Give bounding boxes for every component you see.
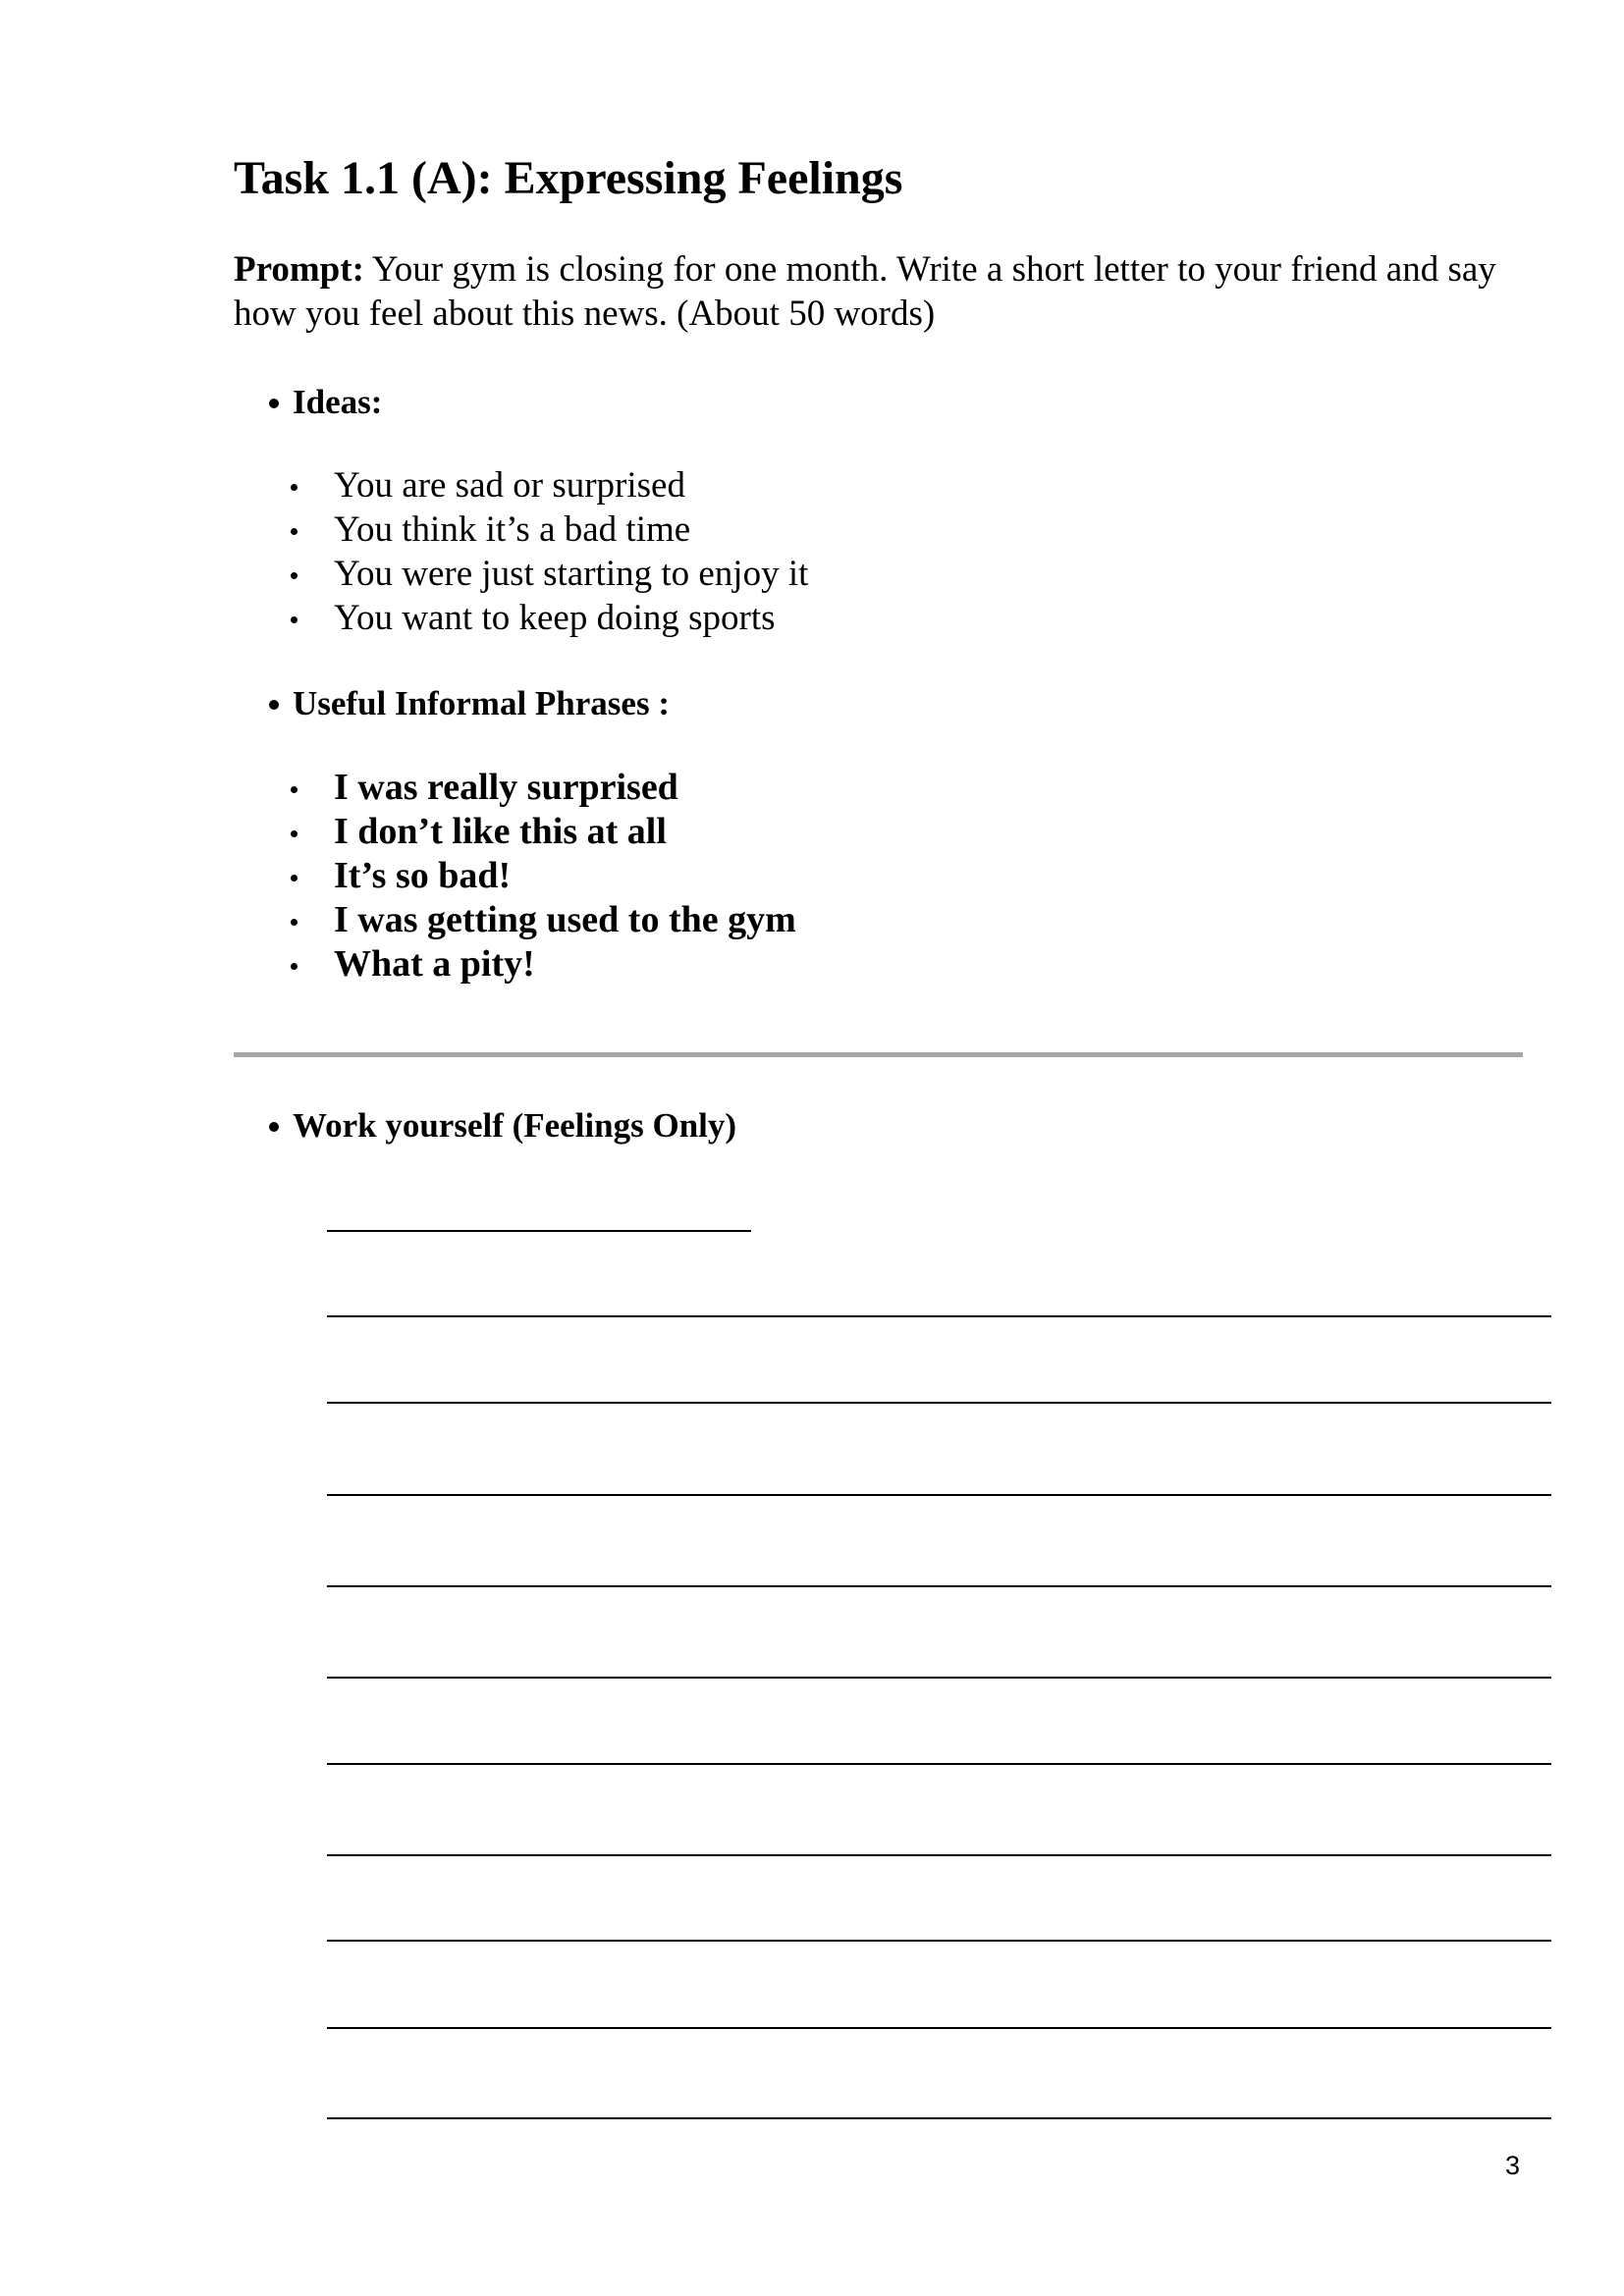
phrases-list	[334, 766, 796, 987]
writing-line	[327, 2027, 1551, 2029]
writing-line-greeting	[327, 1230, 751, 1232]
idea-item: You think it’s a bad time	[334, 507, 808, 552]
prompt-label: Prompt:	[234, 249, 364, 290]
prompt-paragraph	[234, 247, 1530, 336]
writing-line	[327, 1677, 1551, 1679]
page-number: 3	[1505, 2151, 1521, 2180]
writing-line	[327, 1763, 1551, 1765]
writing-line	[327, 1585, 1551, 1587]
writing-line	[327, 2117, 1551, 2119]
writing-line	[327, 1494, 1551, 1496]
phrase-item: I was getting used to the gym	[334, 899, 796, 940]
writing-line	[327, 1854, 1551, 1856]
writing-line	[327, 1315, 1551, 1317]
idea-item: You are sad or surprised	[334, 463, 808, 507]
phrases-heading: Useful Informal Phrases :	[293, 682, 670, 725]
idea-item: You want to keep doing sports	[334, 596, 808, 640]
phrase-item: It’s so bad!	[334, 854, 796, 898]
phrase-item: I was really surprised	[334, 766, 796, 810]
writing-line	[327, 1402, 1551, 1404]
ideas-heading: Ideas:	[293, 381, 382, 424]
ideas-list	[334, 463, 808, 640]
writing-line	[327, 1940, 1551, 1942]
phrase-item: I don’t like this at all	[334, 810, 796, 854]
section-divider	[234, 1052, 1523, 1057]
phrase-item: What a pity!	[334, 942, 796, 987]
idea-item: You were just starting to enjoy it	[334, 554, 809, 594]
prompt-text: Your gym is closing for one month. Write a short letter to your friend and say how you feel about this news. (About 50 words)	[234, 249, 1496, 334]
work-heading: Work yourself (Feelings Only)	[293, 1104, 736, 1148]
page-title: Task 1.1 (A): Expressing Feelings	[234, 152, 903, 204]
